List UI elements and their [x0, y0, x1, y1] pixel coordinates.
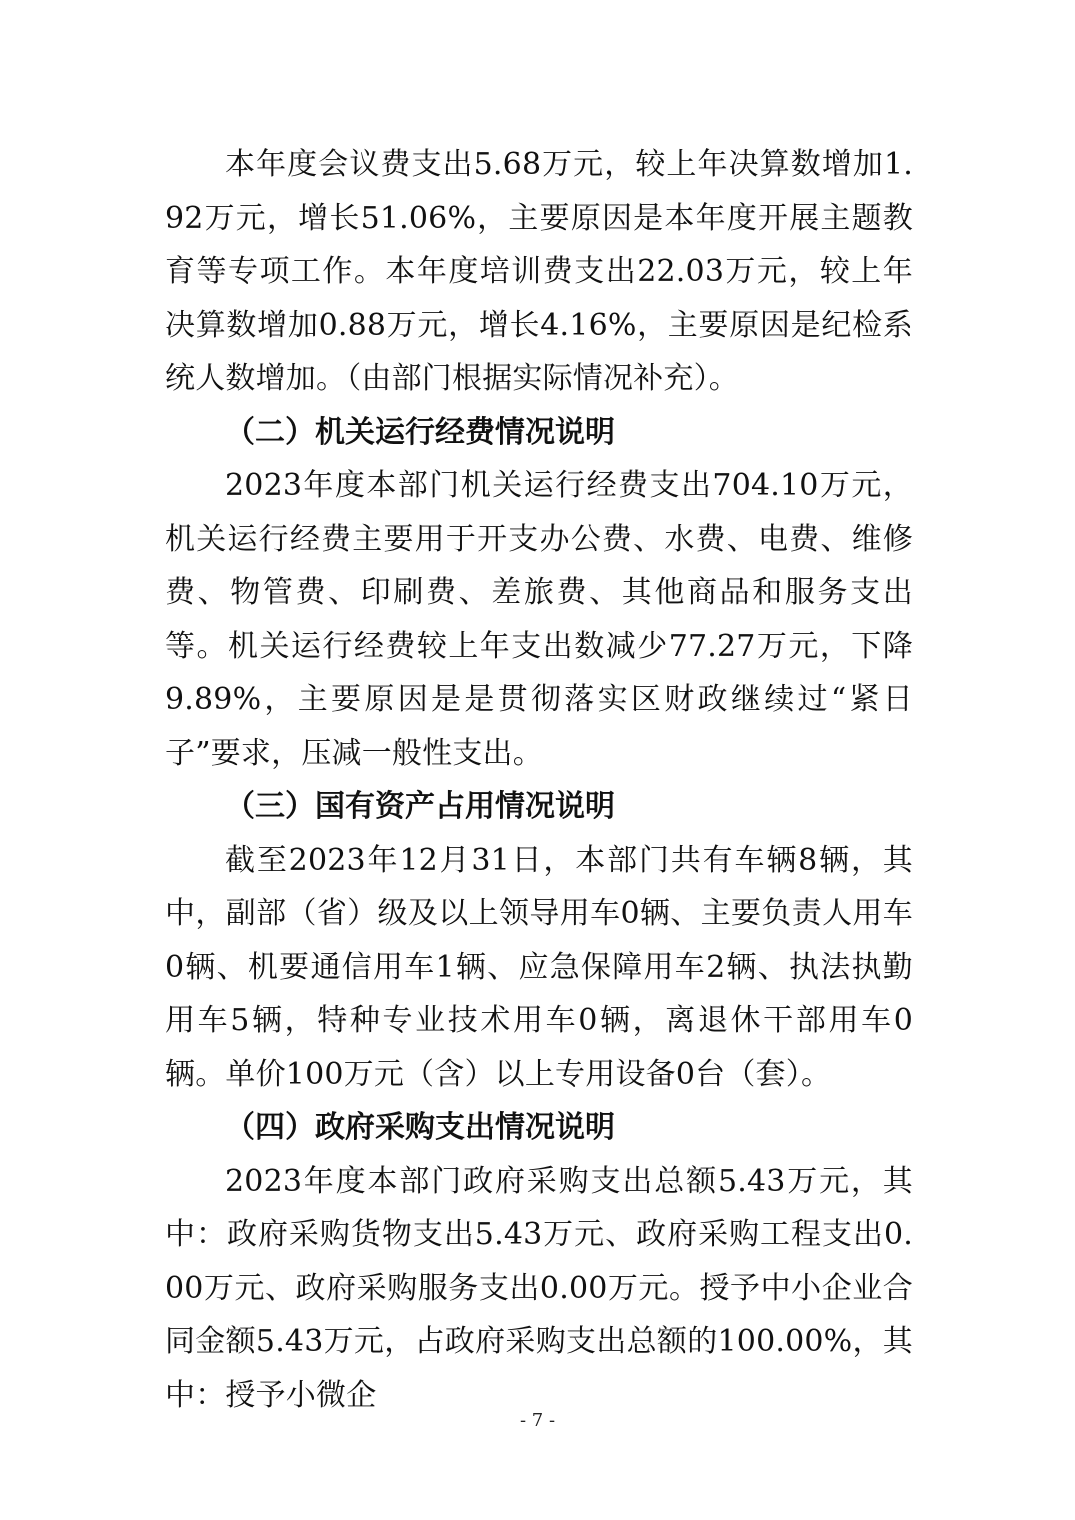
- paragraph-state-assets: 截至2023年12月31日，本部门共有车辆8辆，其中，副部（省）级及以上领导用车0辆、主要负责人用车0辆、机要通信用车1辆、应急保障用车2辆、执法执勤用车5辆，特种专业技术用车0辆，离退休干部用车0辆。单价100万元（含）以上专用设备0台（套）。: [165, 842, 913, 1092]
- heading-operating-expenses: （二）机关运行经费情况说明: [225, 414, 615, 450]
- paragraph-meeting-training-fees: 本年度会议费支出5.68万元，较上年决算数增加1.92万元，增长51.06%，主要原因是本年度开展主题教育等专项工作。本年度培训费支出22.03万元，较上年决算数增加0.88万元，增长4.16%，主要原因是纪检系统人数增加。（由部门根据实际情况补充）。: [165, 147, 913, 396]
- heading-state-assets: （三）国有资产占用情况说明: [225, 789, 615, 824]
- paragraph-operating-expenses: 2023年度本部门机关运行经费支出704.10万元，机关运行经费主要用于开支办公费、水费、电费、维修费、物管费、印刷费、差旅费、其他商品和服务支出等。机关运行经费较上年支出数减少77.27万元，下降9.89%，主要原因是是贯彻落实区财政继续过“紧日子”要求，压减一般性支出。: [165, 468, 913, 771]
- heading-government-procurement: （四）政府采购支出情况说明: [225, 1110, 615, 1145]
- paragraph-government-procurement: 2023年度本部门政府采购支出总额5.43万元，其中：政府采购货物支出5.43万元、政府采购工程支出0.00万元、政府采购服务支出0.00万元。授予中小企业合同金额5.43万元，占政府采购支出总额的100.00%，其中：授予小微企: [165, 1163, 913, 1413]
- document-body: [165, 138, 913, 1422]
- page-number: - 7 -: [519, 1410, 556, 1431]
